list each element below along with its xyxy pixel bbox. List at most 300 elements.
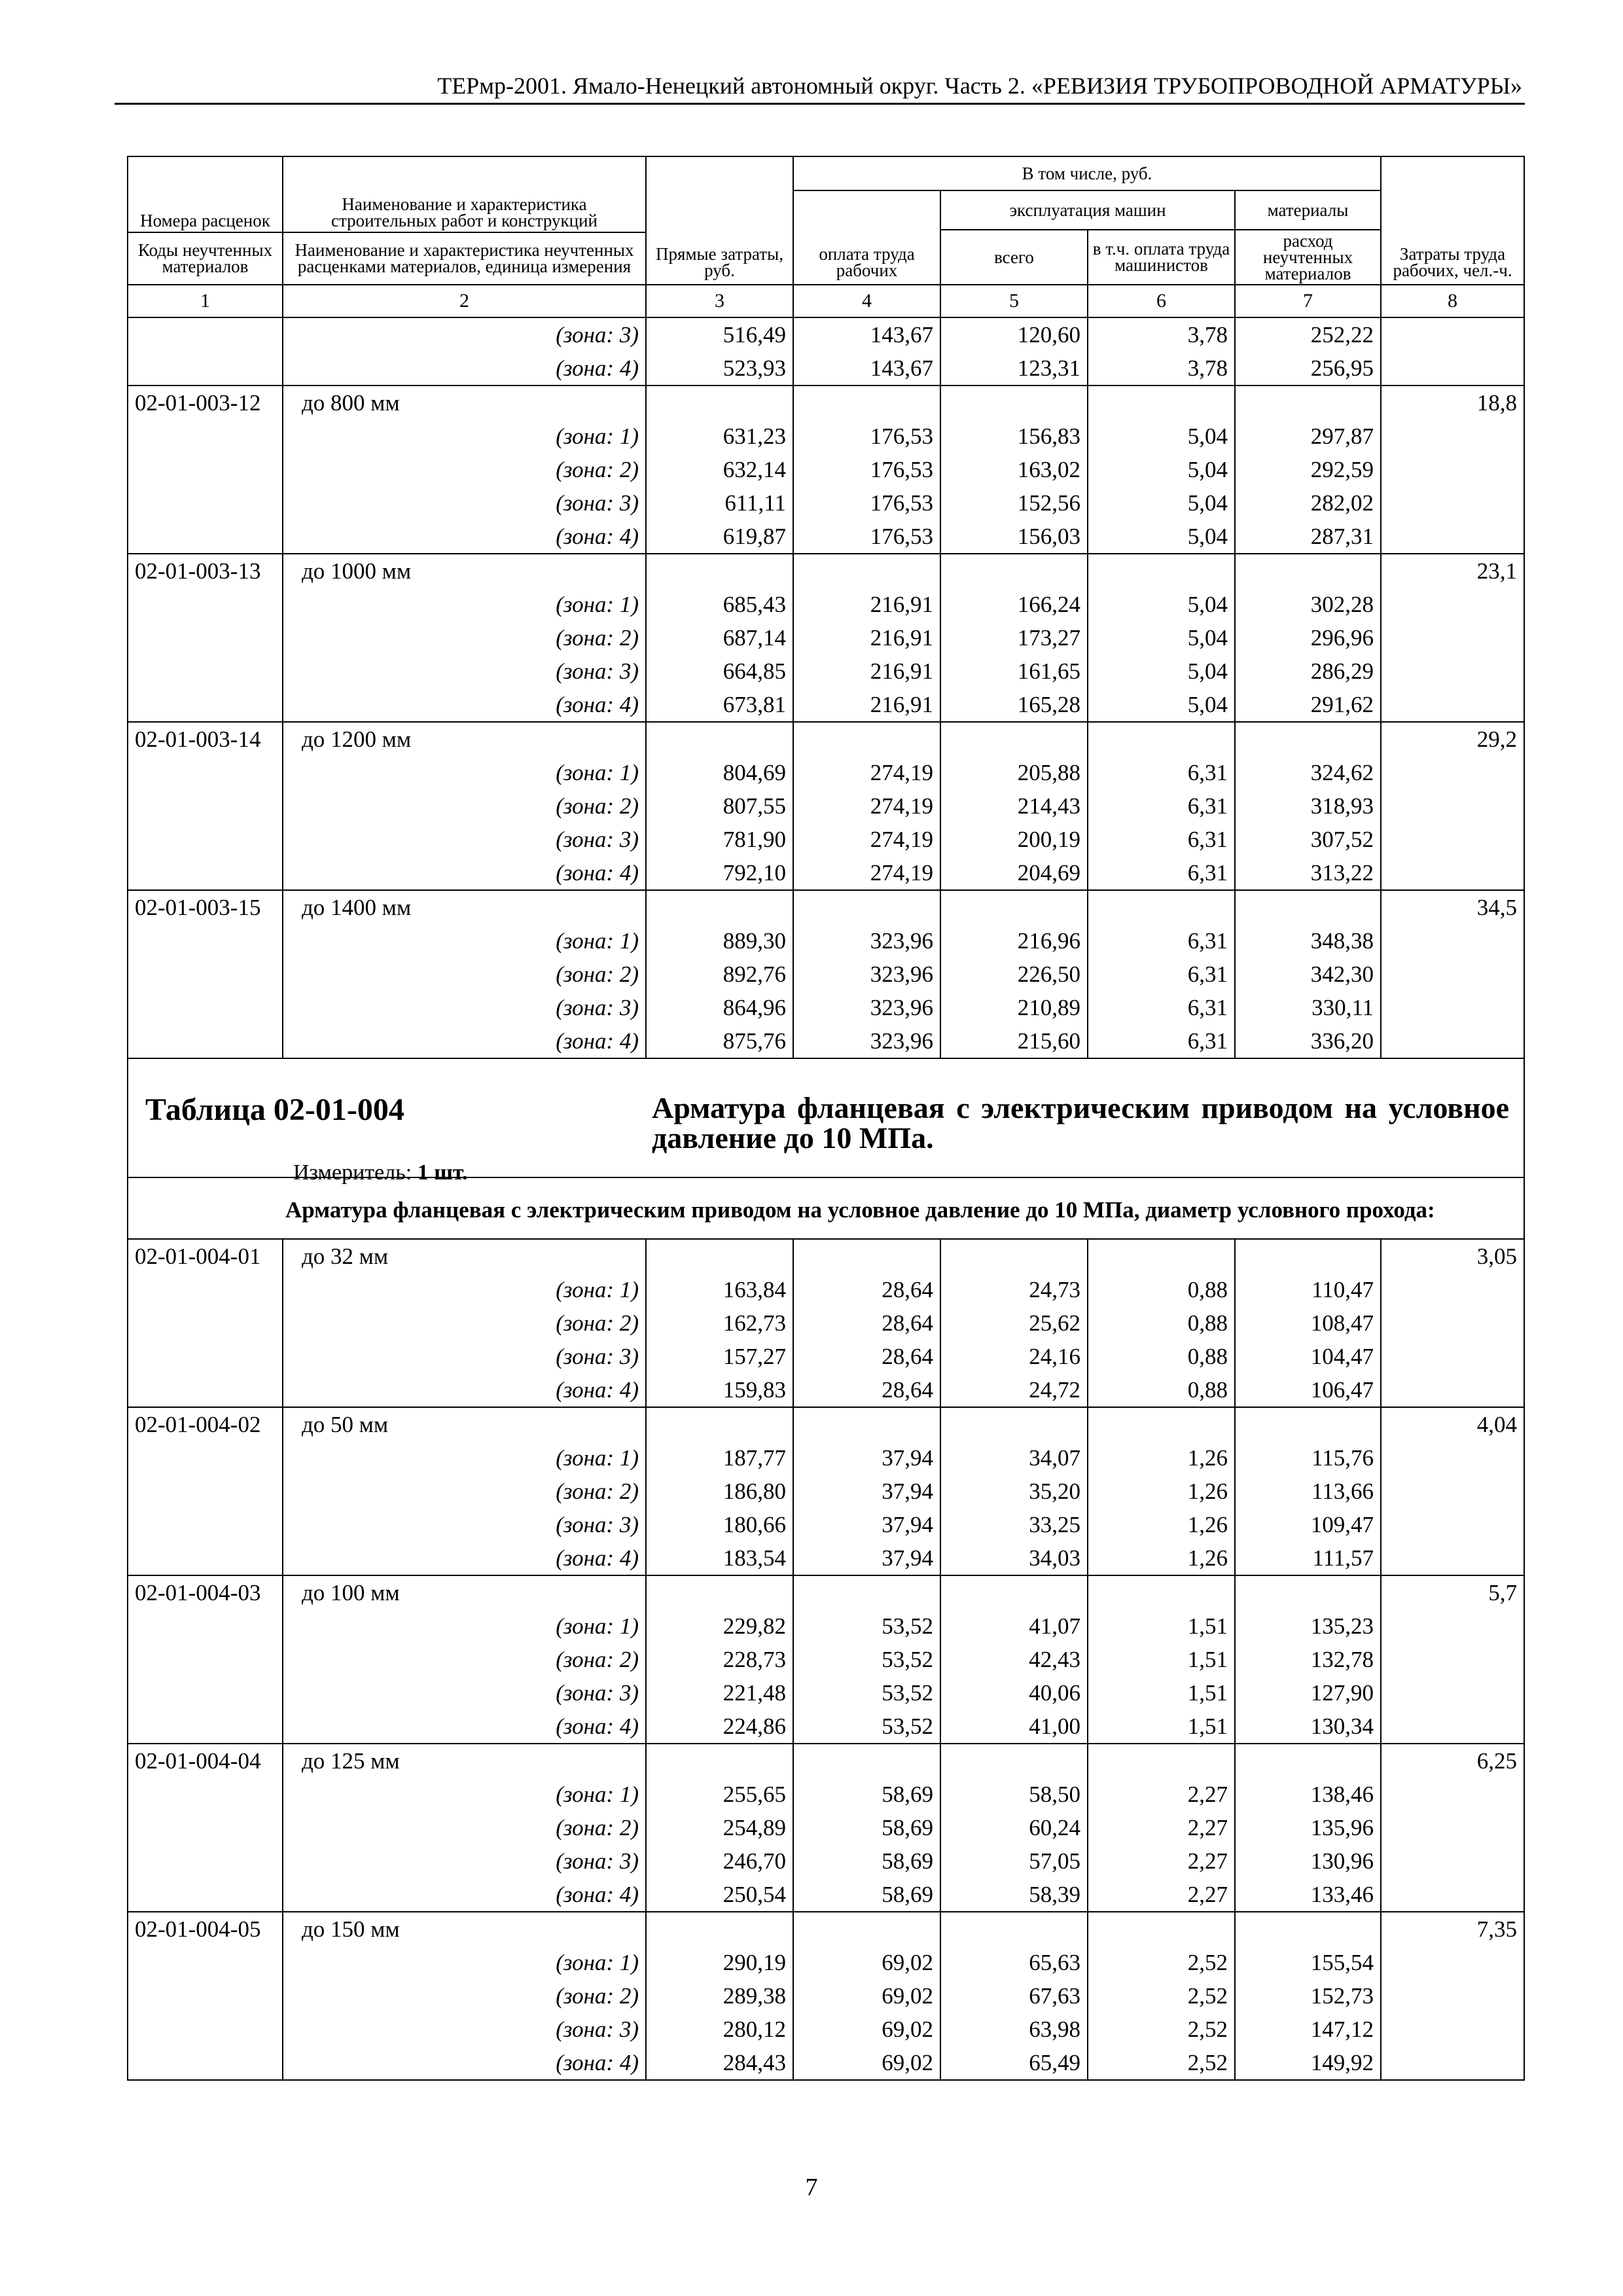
operator-pay-cell: 2,52	[1088, 1979, 1235, 2013]
zone-label: (зона: 1)	[283, 1609, 646, 1643]
machines-total-cell: 214,43	[940, 789, 1088, 823]
work-name-cell: до 800 мм	[283, 386, 646, 420]
labor-costs-cell: 7,35	[1381, 1912, 1524, 1946]
operator-pay-cell	[1088, 1239, 1235, 1273]
labor-costs-cell	[1381, 856, 1524, 890]
zone-row	[128, 1878, 1524, 1912]
work-name-cell: до 32 мм	[283, 1239, 646, 1273]
machines-total-cell: 65,49	[940, 2046, 1088, 2080]
zone-row	[128, 958, 1524, 991]
machines-total-cell	[940, 554, 1088, 588]
materials-cell	[1235, 1744, 1381, 1778]
machines-total-cell: 35,20	[940, 1475, 1088, 1508]
worker-pay-cell	[793, 722, 940, 756]
direct-costs-cell: 228,73	[646, 1643, 793, 1676]
worker-pay-cell	[793, 554, 940, 588]
materials-cell: 256,95	[1235, 351, 1381, 386]
operator-pay-cell: 0,88	[1088, 1273, 1235, 1306]
rate-code-cell: 02-01-003-13	[128, 554, 283, 588]
materials-cell	[1235, 890, 1381, 924]
machines-total-cell: 60,24	[940, 1811, 1088, 1844]
worker-pay-cell	[793, 1912, 940, 1946]
operator-pay-cell: 2,27	[1088, 1778, 1235, 1811]
price-table	[127, 156, 1525, 2081]
direct-costs-cell: 183,54	[646, 1541, 793, 1575]
labor-costs-cell: 3,05	[1381, 1239, 1524, 1273]
materials-cell: 330,11	[1235, 991, 1381, 1024]
labor-costs-cell	[1381, 588, 1524, 621]
rate-code-cell	[128, 1373, 283, 1407]
rate-code-cell	[128, 1710, 283, 1744]
worker-pay-cell: 176,53	[793, 453, 940, 486]
work-name-cell: до 150 мм	[283, 1912, 646, 1946]
machines-total-cell: 41,07	[940, 1609, 1088, 1643]
materials-cell: 282,02	[1235, 486, 1381, 520]
worker-pay-cell: 216,91	[793, 588, 940, 621]
zone-label: (зона: 3)	[283, 486, 646, 520]
rate-code-cell	[128, 1878, 283, 1912]
machines-total-cell	[940, 890, 1088, 924]
worker-pay-cell: 216,91	[793, 688, 940, 722]
direct-costs-cell: 246,70	[646, 1844, 793, 1878]
direct-costs-cell: 250,54	[646, 1878, 793, 1912]
zone-row	[128, 823, 1524, 856]
zone-row	[128, 520, 1524, 554]
worker-pay-cell: 37,94	[793, 1475, 940, 1508]
header-rate-number: Номера расценок	[128, 156, 283, 232]
worker-pay-cell: 53,52	[793, 1710, 940, 1744]
zone-row	[128, 1306, 1524, 1340]
zone-row	[128, 420, 1524, 453]
machines-total-cell: 24,72	[940, 1373, 1088, 1407]
zone-row	[128, 1340, 1524, 1373]
zone-row	[128, 856, 1524, 890]
materials-cell: 252,22	[1235, 317, 1381, 351]
page-number: 7	[805, 2174, 818, 2201]
direct-costs-cell: 792,10	[646, 856, 793, 890]
worker-pay-cell: 323,96	[793, 924, 940, 958]
zone-row	[128, 1609, 1524, 1643]
operator-pay-cell: 6,31	[1088, 958, 1235, 991]
materials-cell	[1235, 554, 1381, 588]
worker-pay-cell: 58,69	[793, 1878, 940, 1912]
labor-costs-cell	[1381, 1306, 1524, 1340]
direct-costs-cell: 254,89	[646, 1811, 793, 1844]
rate-code-cell	[128, 1946, 283, 1979]
rate-code-cell	[128, 856, 283, 890]
operator-pay-cell: 6,31	[1088, 1024, 1235, 1058]
rate-code-cell	[128, 420, 283, 453]
machines-total-cell: 41,00	[940, 1710, 1088, 1744]
materials-cell: 292,59	[1235, 453, 1381, 486]
direct-costs-cell	[646, 386, 793, 420]
materials-cell	[1235, 1239, 1381, 1273]
zone-row	[128, 2013, 1524, 2046]
zone-row	[128, 991, 1524, 1024]
zone-label: (зона: 1)	[283, 756, 646, 789]
rate-group-row	[128, 1744, 1524, 1778]
header-material-codes: Коды неучтенных материалов	[128, 232, 283, 285]
running-header: ТЕРмр-2001. Ямало-Ненецкий автономный округ. Часть 2. «РЕВИЗИЯ ТРУБОПРОВОДНОЙ АРМАТУРЫ»	[115, 71, 1525, 105]
rate-code-cell	[128, 789, 283, 823]
zone-label: (зона: 3)	[283, 1340, 646, 1373]
materials-cell	[1235, 1575, 1381, 1609]
rate-code-cell	[128, 486, 283, 520]
machines-total-cell	[940, 722, 1088, 756]
zone-row	[128, 588, 1524, 621]
materials-cell: 336,20	[1235, 1024, 1381, 1058]
table2-measure	[293, 1156, 468, 1189]
rate-code-cell	[128, 1778, 283, 1811]
zone-label: (зона: 4)	[283, 1024, 646, 1058]
materials-cell: 348,38	[1235, 924, 1381, 958]
direct-costs-cell	[646, 722, 793, 756]
measure-value: 1 шт.	[417, 1160, 468, 1185]
column-number: 4	[793, 285, 940, 317]
worker-pay-cell: 37,94	[793, 1541, 940, 1575]
column-number: 2	[283, 285, 646, 317]
rate-code-cell: 02-01-004-05	[128, 1912, 283, 1946]
operator-pay-cell: 2,27	[1088, 1844, 1235, 1878]
operator-pay-cell: 6,31	[1088, 756, 1235, 789]
operator-pay-cell	[1088, 1744, 1235, 1778]
worker-pay-cell: 69,02	[793, 1979, 940, 2013]
operator-pay-cell: 5,04	[1088, 520, 1235, 554]
machines-total-cell: 65,63	[940, 1946, 1088, 1979]
worker-pay-cell: 28,64	[793, 1306, 940, 1340]
worker-pay-cell: 176,53	[793, 420, 940, 453]
operator-pay-cell	[1088, 1912, 1235, 1946]
zone-label: (зона: 3)	[283, 1676, 646, 1710]
column-number: 8	[1381, 285, 1524, 317]
zone-label: (зона: 4)	[283, 351, 646, 386]
direct-costs-cell: 162,73	[646, 1306, 793, 1340]
zone-label: (зона: 4)	[283, 856, 646, 890]
zone-label: (зона: 1)	[283, 1946, 646, 1979]
operator-pay-cell: 1,51	[1088, 1710, 1235, 1744]
direct-costs-cell	[646, 1575, 793, 1609]
zone-row	[128, 1778, 1524, 1811]
direct-costs-cell	[646, 1912, 793, 1946]
materials-cell: 297,87	[1235, 420, 1381, 453]
materials-cell: 342,30	[1235, 958, 1381, 991]
materials-cell: 130,96	[1235, 1844, 1381, 1878]
operator-pay-cell: 5,04	[1088, 486, 1235, 520]
materials-cell: 106,47	[1235, 1373, 1381, 1407]
machines-total-cell	[940, 1744, 1088, 1778]
materials-cell: 138,46	[1235, 1778, 1381, 1811]
operator-pay-cell: 2,27	[1088, 1878, 1235, 1912]
zone-label: (зона: 2)	[283, 621, 646, 655]
labor-costs-cell	[1381, 317, 1524, 351]
operator-pay-cell	[1088, 890, 1235, 924]
operator-pay-cell: 1,51	[1088, 1676, 1235, 1710]
worker-pay-cell: 323,96	[793, 991, 940, 1024]
materials-cell: 286,29	[1235, 655, 1381, 688]
zone-label: (зона: 3)	[283, 1508, 646, 1541]
rate-group-row	[128, 1239, 1524, 1273]
operator-pay-cell: 1,26	[1088, 1508, 1235, 1541]
rate-code-cell: 02-01-004-02	[128, 1407, 283, 1441]
rate-code-cell	[128, 1273, 283, 1306]
machines-total-cell: 58,50	[940, 1778, 1088, 1811]
rate-code-cell: 02-01-004-03	[128, 1575, 283, 1609]
labor-costs-cell	[1381, 1340, 1524, 1373]
worker-pay-cell: 216,91	[793, 621, 940, 655]
direct-costs-cell	[646, 1239, 793, 1273]
labor-costs-cell	[1381, 1878, 1524, 1912]
worker-pay-cell: 69,02	[793, 2046, 940, 2080]
materials-cell: 149,92	[1235, 2046, 1381, 2080]
materials-cell: 313,22	[1235, 856, 1381, 890]
materials-cell: 135,23	[1235, 1609, 1381, 1643]
zone-row	[128, 317, 1524, 351]
worker-pay-cell: 28,64	[793, 1340, 940, 1373]
machines-total-cell: 67,63	[940, 1979, 1088, 2013]
worker-pay-cell: 274,19	[793, 756, 940, 789]
labor-costs-cell: 18,8	[1381, 386, 1524, 420]
machines-total-cell	[940, 1912, 1088, 1946]
machines-total-cell: 166,24	[940, 588, 1088, 621]
materials-cell: 291,62	[1235, 688, 1381, 722]
worker-pay-cell: 69,02	[793, 2013, 940, 2046]
zone-label: (зона: 3)	[283, 991, 646, 1024]
table2-title-section	[128, 1058, 1524, 1239]
materials-cell: 113,66	[1235, 1475, 1381, 1508]
zone-label: (зона: 4)	[283, 1373, 646, 1407]
rate-group-row	[128, 890, 1524, 924]
direct-costs-cell: 685,43	[646, 588, 793, 621]
rate-group-row	[128, 1575, 1524, 1609]
direct-costs-cell: 284,43	[646, 2046, 793, 2080]
machines-total-cell: 120,60	[940, 317, 1088, 351]
labor-costs-cell	[1381, 420, 1524, 453]
zone-label: (зона: 4)	[283, 688, 646, 722]
rate-code-cell	[128, 991, 283, 1024]
operator-pay-cell: 5,04	[1088, 688, 1235, 722]
materials-cell: 130,34	[1235, 1710, 1381, 1744]
materials-cell: 109,47	[1235, 1508, 1381, 1541]
rate-code-cell	[128, 317, 283, 351]
labor-costs-cell	[1381, 1475, 1524, 1508]
machines-total-cell: 34,07	[940, 1441, 1088, 1475]
rate-code-cell	[128, 351, 283, 386]
machines-total-cell: 173,27	[940, 621, 1088, 655]
table-body-part2	[128, 1239, 1524, 2080]
labor-costs-cell	[1381, 991, 1524, 1024]
zone-label: (зона: 2)	[283, 1306, 646, 1340]
rate-code-cell	[128, 621, 283, 655]
machines-total-cell: 205,88	[940, 756, 1088, 789]
work-name-cell: до 100 мм	[283, 1575, 646, 1609]
rate-code-cell: 02-01-004-04	[128, 1744, 283, 1778]
rate-code-cell	[128, 1844, 283, 1878]
labor-costs-cell: 4,04	[1381, 1407, 1524, 1441]
direct-costs-cell: 619,87	[646, 520, 793, 554]
zone-row	[128, 1441, 1524, 1475]
labor-costs-cell	[1381, 1778, 1524, 1811]
table-header	[128, 156, 1524, 317]
machines-total-cell: 34,03	[940, 1541, 1088, 1575]
machines-total-cell: 165,28	[940, 688, 1088, 722]
direct-costs-cell: 187,77	[646, 1441, 793, 1475]
operator-pay-cell: 2,52	[1088, 2046, 1235, 2080]
direct-costs-cell: 163,84	[646, 1273, 793, 1306]
worker-pay-cell: 176,53	[793, 486, 940, 520]
operator-pay-cell: 6,31	[1088, 856, 1235, 890]
operator-pay-cell: 3,78	[1088, 351, 1235, 386]
header-worker-pay: оплата труда рабочих	[793, 190, 940, 285]
rate-code-cell: 02-01-004-01	[128, 1239, 283, 1273]
operator-pay-cell: 3,78	[1088, 317, 1235, 351]
table-body-part1	[128, 317, 1524, 1058]
labor-costs-cell	[1381, 688, 1524, 722]
direct-costs-cell: 157,27	[646, 1340, 793, 1373]
machines-total-cell: 156,03	[940, 520, 1088, 554]
materials-cell: 135,96	[1235, 1811, 1381, 1844]
machines-total-cell: 63,98	[940, 2013, 1088, 2046]
labor-costs-cell	[1381, 351, 1524, 386]
rate-code-cell	[128, 1340, 283, 1373]
direct-costs-cell: 864,96	[646, 991, 793, 1024]
zone-row	[128, 453, 1524, 486]
zone-label: (зона: 3)	[283, 655, 646, 688]
labor-costs-cell	[1381, 1811, 1524, 1844]
zone-row	[128, 1273, 1524, 1306]
labor-costs-cell	[1381, 2046, 1524, 2080]
zone-row	[128, 621, 1524, 655]
machines-total-cell: 156,83	[940, 420, 1088, 453]
rate-code-cell: 02-01-003-12	[128, 386, 283, 420]
zone-row	[128, 1811, 1524, 1844]
zone-label: (зона: 3)	[283, 2013, 646, 2046]
machines-total-cell: 216,96	[940, 924, 1088, 958]
labor-costs-cell	[1381, 453, 1524, 486]
zone-label: (зона: 2)	[283, 1811, 646, 1844]
zone-label: (зона: 1)	[283, 588, 646, 621]
materials-cell: 108,47	[1235, 1306, 1381, 1340]
operator-pay-cell	[1088, 554, 1235, 588]
worker-pay-cell: 37,94	[793, 1508, 940, 1541]
labor-costs-cell	[1381, 1373, 1524, 1407]
work-name-cell: до 1200 мм	[283, 722, 646, 756]
machines-total-cell: 215,60	[940, 1024, 1088, 1058]
rate-group-row	[128, 554, 1524, 588]
materials-cell: 155,54	[1235, 1946, 1381, 1979]
materials-cell: 115,76	[1235, 1441, 1381, 1475]
operator-pay-cell: 5,04	[1088, 655, 1235, 688]
direct-costs-cell: 523,93	[646, 351, 793, 386]
zone-label: (зона: 2)	[283, 1979, 646, 2013]
machines-total-cell	[940, 1407, 1088, 1441]
rate-code-cell	[128, 1609, 283, 1643]
rate-code-cell	[128, 1024, 283, 1058]
direct-costs-cell: 224,86	[646, 1710, 793, 1744]
zone-label: (зона: 3)	[283, 1844, 646, 1878]
materials-cell: 318,93	[1235, 789, 1381, 823]
operator-pay-cell: 6,31	[1088, 789, 1235, 823]
rate-code-cell	[128, 958, 283, 991]
worker-pay-cell: 274,19	[793, 823, 940, 856]
machines-total-cell: 161,65	[940, 655, 1088, 688]
machines-total-cell: 40,06	[940, 1676, 1088, 1710]
direct-costs-cell: 804,69	[646, 756, 793, 789]
zone-label: (зона: 2)	[283, 1475, 646, 1508]
operator-pay-cell: 0,88	[1088, 1306, 1235, 1340]
worker-pay-cell: 69,02	[793, 1946, 940, 1979]
header-materials-usage: расход неучтенных материалов	[1235, 230, 1381, 285]
machines-total-cell: 57,05	[940, 1844, 1088, 1878]
worker-pay-cell	[793, 1239, 940, 1273]
zone-row	[128, 1676, 1524, 1710]
materials-cell: 132,78	[1235, 1643, 1381, 1676]
rate-code-cell	[128, 688, 283, 722]
direct-costs-cell: 632,14	[646, 453, 793, 486]
machines-total-cell: 163,02	[940, 453, 1088, 486]
zone-row	[128, 2046, 1524, 2080]
zone-row	[128, 1979, 1524, 2013]
header-machines-total: всего	[940, 230, 1088, 285]
zone-row	[128, 1710, 1524, 1744]
rate-code-cell: 02-01-003-15	[128, 890, 283, 924]
labor-costs-cell	[1381, 655, 1524, 688]
materials-cell: 302,28	[1235, 588, 1381, 621]
materials-cell: 307,52	[1235, 823, 1381, 856]
labor-costs-cell: 6,25	[1381, 1744, 1524, 1778]
worker-pay-cell: 28,64	[793, 1273, 940, 1306]
operator-pay-cell: 5,04	[1088, 621, 1235, 655]
machines-total-cell: 33,25	[940, 1508, 1088, 1541]
labor-costs-cell	[1381, 958, 1524, 991]
labor-costs-cell	[1381, 1024, 1524, 1058]
machines-total-cell	[940, 1239, 1088, 1273]
direct-costs-cell: 229,82	[646, 1609, 793, 1643]
zone-row	[128, 1024, 1524, 1058]
rate-code-cell	[128, 520, 283, 554]
column-numbers-row	[128, 285, 1524, 317]
header-direct-costs: Прямые затраты, руб.	[646, 156, 793, 285]
operator-pay-cell: 1,51	[1088, 1609, 1235, 1643]
column-number: 5	[940, 285, 1088, 317]
zone-label: (зона: 2)	[283, 453, 646, 486]
work-name-cell: до 125 мм	[283, 1744, 646, 1778]
rate-code-cell	[128, 1979, 283, 2013]
operator-pay-cell: 5,04	[1088, 420, 1235, 453]
operator-pay-cell: 1,26	[1088, 1541, 1235, 1575]
materials-cell	[1235, 722, 1381, 756]
rate-code-cell	[128, 655, 283, 688]
machines-total-cell: 123,31	[940, 351, 1088, 386]
rate-group-row	[128, 722, 1524, 756]
operator-pay-cell: 0,88	[1088, 1340, 1235, 1373]
zone-label: (зона: 1)	[283, 1778, 646, 1811]
header-work-name: Наименование и характеристика строительных работ и конструкций	[283, 156, 646, 232]
operator-pay-cell	[1088, 1407, 1235, 1441]
labor-costs-cell	[1381, 1273, 1524, 1306]
zone-label: (зона: 4)	[283, 1710, 646, 1744]
rate-code-cell	[128, 1475, 283, 1508]
operator-pay-cell: 6,31	[1088, 924, 1235, 958]
direct-costs-cell: 889,30	[646, 924, 793, 958]
zone-label: (зона: 4)	[283, 520, 646, 554]
machines-total-cell: 200,19	[940, 823, 1088, 856]
labor-costs-cell	[1381, 756, 1524, 789]
worker-pay-cell	[793, 1575, 940, 1609]
rate-code-cell	[128, 1676, 283, 1710]
machines-total-cell: 210,89	[940, 991, 1088, 1024]
worker-pay-cell: 58,69	[793, 1811, 940, 1844]
zone-row	[128, 924, 1524, 958]
